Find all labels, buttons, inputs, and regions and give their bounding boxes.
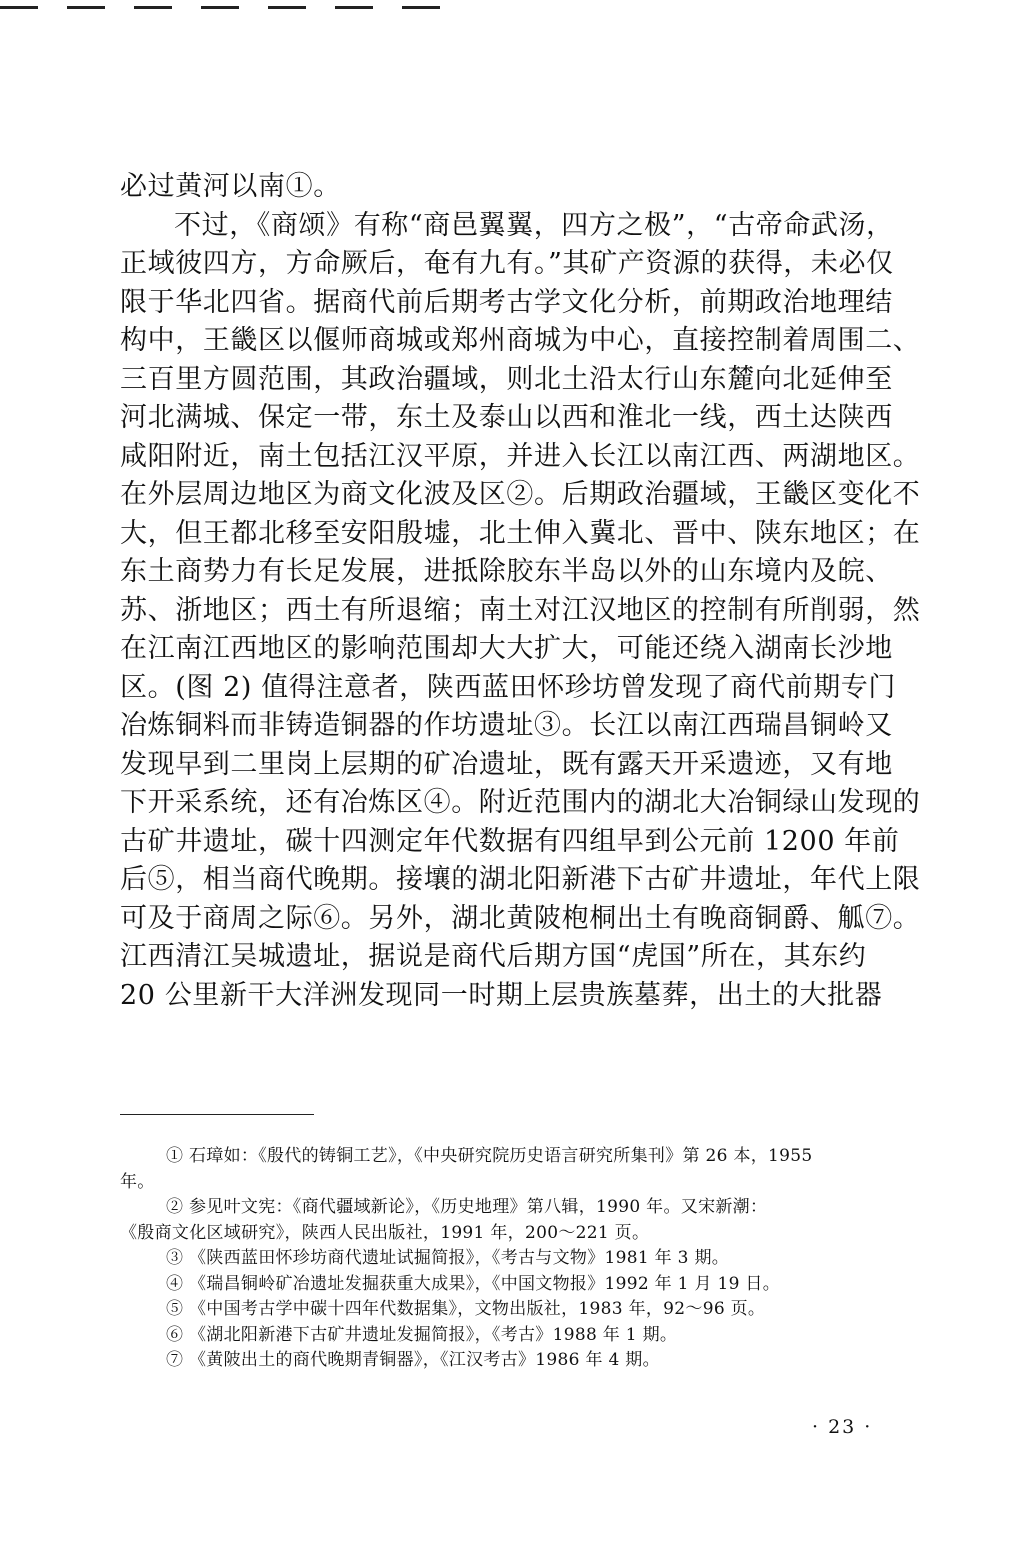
footnote-line: 年。 bbox=[120, 1171, 155, 1192]
edge-mark bbox=[67, 6, 105, 9]
footnote-line: ② 参见叶文宪：《商代疆域新论》，《历史地理》第八辑，1990 年。又宋新潮： bbox=[166, 1197, 768, 1217]
body-line: 大，但王都北移至安阳殷墟，北土伸入冀北、晋中、陕东地区；在 bbox=[120, 517, 921, 549]
body-line: 苏、浙地区；西土有所退缩；南土对江汉地区的控制有所削弱，然 bbox=[120, 594, 921, 626]
body-line: 后⑤，相当商代晚期。接壤的湖北阳新港下古矿井遗址，年代上限 bbox=[120, 864, 921, 895]
body-line: 古矿井遗址，碳十四测定年代数据有四组早到公元前 1200 年前 bbox=[120, 825, 900, 857]
body-line: 冶炼铜料而非铸造铜器的作坊遗址③。长江以南江西瑞昌铜岭又 bbox=[120, 710, 893, 741]
body-line: 正域彼四方，方命厥后，奄有九有。”其矿产资源的获得，未必仅 bbox=[120, 248, 894, 279]
scan-top-edge-marks bbox=[0, 6, 520, 10]
footnote-line: ④ 《瑞昌铜岭矿冶遗址发掘获重大成果》，《中国文物报》1992 年 1 月 19 日。 bbox=[166, 1273, 781, 1294]
footnote-line: ⑤ 《中国考古学中碳十四年代数据集》，文物出版社，1983 年，92～96 页。 bbox=[166, 1299, 766, 1319]
footnote-line: 《殷商文化区域研究》，陕西人民出版社，1991 年，200～221 页。 bbox=[120, 1222, 650, 1243]
footnotes bbox=[120, 1144, 910, 1374]
footnote-divider bbox=[120, 1114, 314, 1115]
body-line: 下开采系统，还有冶炼区④。附近范围内的湖北大冶铜绿山发现的 bbox=[120, 787, 921, 818]
body-line: 发现早到二里岗上层期的矿冶遗址，既有露天开采遗迹，又有地 bbox=[120, 748, 893, 780]
edge-mark bbox=[402, 6, 440, 9]
body-line: 可及于商周之际⑥。另外，湖北黄陂枹桐出土有晚商铜爵、觚⑦。 bbox=[120, 902, 921, 934]
footnote-line: ⑥ 《湖北阳新港下古矿井遗址发掘简报》，《考古》1988 年 1 期。 bbox=[166, 1324, 678, 1345]
body-line: 在江南江西地区的影响范围却大大扩大，可能还绕入湖南长沙地 bbox=[120, 633, 893, 664]
body-line: 构中，王畿区以偃师商城或郑州商城为中心，直接控制着周围二、 bbox=[120, 325, 921, 356]
footnote-line: ⑦ 《黄陂出土的商代晚期青铜器》，《江汉考古》1986 年 4 期。 bbox=[166, 1350, 660, 1370]
body-line: 区。(图 2) 值得注意者，陕西蓝田怀珍坊曾发现了商代前期专门 bbox=[120, 671, 897, 703]
body-line: 河北满城、保定一带，东土及泰山以西和淮北一线，西土达陕西 bbox=[120, 402, 893, 433]
body-line: 20 公里新干大洋洲发现同一时期上层贵族墓葬，出土的大批器 bbox=[120, 979, 883, 1011]
page-number: · 23 · bbox=[812, 1416, 873, 1438]
edge-mark bbox=[134, 6, 172, 9]
edge-mark bbox=[201, 6, 239, 9]
body-line: 三百里方圆范围，其政治疆域，则北土沿太行山东麓向北延伸至 bbox=[120, 363, 893, 395]
footnote-line: ① 石璋如：《殷代的铸铜工艺》，《中央研究院历史语言研究所集刊》第 26 本，1955 bbox=[166, 1146, 813, 1166]
body-line: 咸阳附近，南土包括江汉平原，并进入长江以南江西、两湖地区。 bbox=[120, 440, 921, 472]
edge-mark bbox=[268, 6, 306, 9]
body-line: 东土商势力有长足发展，进抵除胶东半岛以外的山东境内及皖、 bbox=[120, 556, 893, 587]
edge-mark bbox=[335, 6, 373, 9]
body-line: 限于华北四省。据商代前后期考古学文化分析，前期政治地理结 bbox=[120, 286, 893, 318]
body-line: 不过，《商颂》有称“商邑翼翼，四方之极”，“古帝命武汤， bbox=[174, 209, 894, 241]
body-line: 江西清江吴城遗址，据说是商代后期方国“虎国”所在，其东约 bbox=[120, 941, 867, 972]
footnote-line: ③ 《陕西蓝田怀珍坊商代遗址试掘简报》，《考古与文物》1981 年 3 期。 bbox=[166, 1248, 730, 1268]
edge-mark bbox=[0, 6, 38, 9]
body-line: 必过黄河以南①。 bbox=[120, 171, 341, 202]
body-text bbox=[120, 168, 921, 1015]
body-line: 在外层周边地区为商文化波及区②。后期政治疆域，王畿区变化不 bbox=[120, 479, 921, 510]
